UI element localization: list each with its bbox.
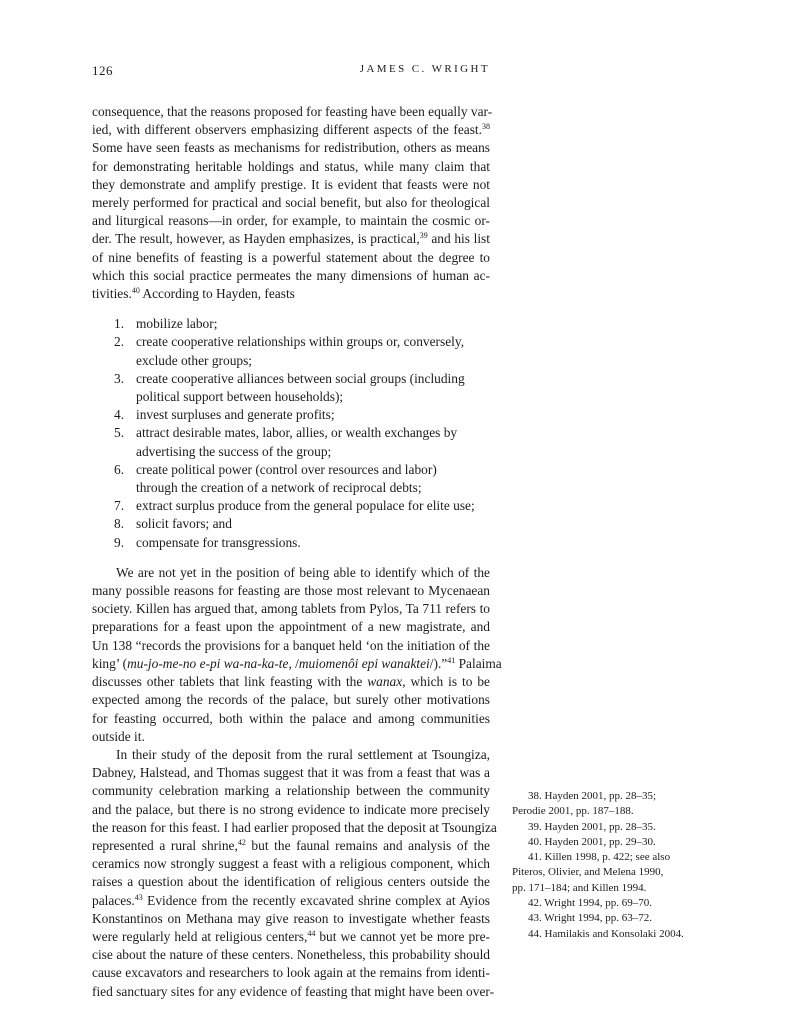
text-line: raises a question about the identification of religious centers outside the	[92, 874, 490, 890]
text-line: fied sanctuary sites for any evidence of feasting that might have been over-	[92, 983, 495, 999]
list-item: 5. attract desirable mates, labor, allies, or wealth exchanges by advertising the success of the group;	[114, 425, 458, 459]
text-line: cause excavators and researchers to look again at the remains from identi-	[92, 965, 490, 981]
list-item: 2. create cooperative relationships within groups or, conversely, exclude other groups;	[114, 334, 465, 368]
footnote-ref-40[interactable]: 40	[131, 286, 140, 296]
text-line: Dabney, Halstead, and Thomas suggest that it was from a feast that was a	[92, 765, 490, 781]
text-line: which this social practice permeates the many dimensions of human ac-	[92, 267, 490, 283]
text-line: outside it.	[92, 728, 145, 744]
footnote-42: 42. Wright 1994, pp. 69–70.	[528, 897, 653, 910]
list-item: 1. mobilize labor;	[114, 316, 218, 332]
list-item: 3. create cooperative alliances between social groups (including political support between households);	[114, 370, 465, 405]
text-line: and the palace, but there is no strong evidence to indicate more precisely	[92, 801, 490, 817]
paragraph-3	[92, 746, 497, 1001]
footnote-43: 43. Wright 1994, pp. 63–72.	[528, 912, 653, 925]
footnote-44: 44. Hamilakis and Konsolaki 2004.	[528, 927, 684, 940]
text-line: Some have seen feasts as mechanisms for redistribution, others as means	[92, 140, 490, 156]
running-head: JAMES C. WRIGHT	[359, 63, 490, 75]
page-number: 126	[92, 63, 113, 78]
text-line: represented a rural shrine,$^{42}$ but the faunal remains and analysis of the	[92, 837, 490, 853]
text-line: they demonstrate and amplify prestige. It is evident that feasts were not	[92, 176, 490, 192]
text-line: ied, with different observers emphasizing different aspects of the feast.$^{38}$	[92, 122, 490, 138]
text-line: community celebration marking a relationship between the community	[92, 783, 490, 799]
text-line: der. The result, however, as Hayden emphasizes, is practical,$^{39}$ and his list	[92, 231, 490, 247]
text-line: ceramics now strongly suggest a feast with a religious component, which	[92, 856, 490, 872]
main-text-column	[92, 103, 502, 1001]
text-line: consequence, that the reasons proposed for feasting have been equally var-	[92, 104, 493, 119]
text-line: cise about the nature of these centers. Nonetheless, this probability should	[92, 947, 490, 963]
text-line: society. Killen has argued that, among tablets from Pylos, Ta 711 refers to	[92, 601, 490, 617]
text-line: discusses other tablets that link feasting with the wanax, which is to be	[92, 674, 490, 690]
text-line: and liturgical reasons—in order, for example, to maintain the cosmic or-	[92, 213, 490, 229]
text-line: many possible reasons for feasting are those most relevant to Mycenaean	[92, 583, 490, 599]
footnote-ref-43[interactable]: 43	[134, 892, 143, 902]
paragraph-1	[92, 103, 493, 303]
footnote-ref-44[interactable]: 44	[307, 928, 316, 938]
benefits-list	[92, 315, 490, 552]
text-line: the reason for this feast. I had earlier proposed that the deposit at Tsoungiza	[92, 819, 497, 835]
text-line: preparations for a feast upon the appointment of a new magistrate, and	[92, 619, 490, 635]
text-line: We are not yet in the position of being able to identify which of the	[116, 564, 490, 580]
text-line: palaces.$^{43}$ Evidence from the recently excavated shrine complex at Ayios	[92, 892, 490, 908]
list-item: 4. invest surpluses and generate profits;	[114, 407, 335, 423]
text-line: for demonstrating heritable holdings and status, while many claim that	[92, 158, 490, 174]
footnote-41: 41. Killen 1998, p. 422; see also Piteros, Olivier, and Melena 1990, pp. 171–184; and Killen 1994.	[512, 851, 671, 894]
text-line: merely performed for practical and social benefit, but also for theological	[92, 195, 490, 211]
page-header	[92, 63, 490, 83]
text-line: In their study of the deposit from the rural settlement at Tsoungiza,	[116, 746, 490, 762]
list-item: 9. compensate for transgressions.	[114, 534, 301, 550]
text-line: tivities.$^{40}$ According to Hayden, feasts	[92, 286, 295, 302]
text-line: Un 138 “records the provisions for a banquet held ‘on the initiation of the	[92, 637, 490, 653]
text-line: of nine benefits of feasting is a powerful statement about the degree to	[92, 249, 490, 265]
text-line: expected among the records of the palace, but surely other motivations	[92, 692, 490, 708]
text-line: Konstantinos on Methana may give reason to investigate whether feasts	[92, 910, 490, 926]
paragraph-2	[92, 564, 502, 746]
footnotes-column	[512, 789, 712, 942]
list-item: 7. extract surplus produce from the general populace for elite use;	[114, 498, 475, 514]
list-item: 8. solicit favors; and	[114, 516, 232, 532]
footnote-ref-39[interactable]: 39	[419, 231, 428, 241]
footnote-ref-38[interactable]: 38	[482, 122, 490, 132]
footnote-ref-42[interactable]: 42	[237, 837, 246, 847]
footnote-40: 40. Hayden 2001, pp. 29–30.	[528, 835, 656, 848]
footnote-38: 38. Hayden 2001, pp. 28–35; Perodie 2001, pp. 187–188.	[512, 790, 657, 818]
footnote-ref-41[interactable]: 41	[447, 655, 456, 665]
footnote-39: 39. Hayden 2001, pp. 28–35.	[528, 820, 656, 833]
text-line: for feasting occurred, both within the palace and among communities	[92, 710, 490, 726]
text-line: king’ (mu-jo-me-no e-pi wa-na-ka-te, /muiomenôi epi wanaktei/).”$^{41}$ Palaima	[92, 655, 502, 671]
text-line: were regularly held at religious centers,$^{44}$ but we cannot yet be more pre-	[92, 928, 490, 944]
list-item: 6. create political power (control over resources and labor) through the creation of a network of reciprocal debts;	[114, 461, 437, 496]
